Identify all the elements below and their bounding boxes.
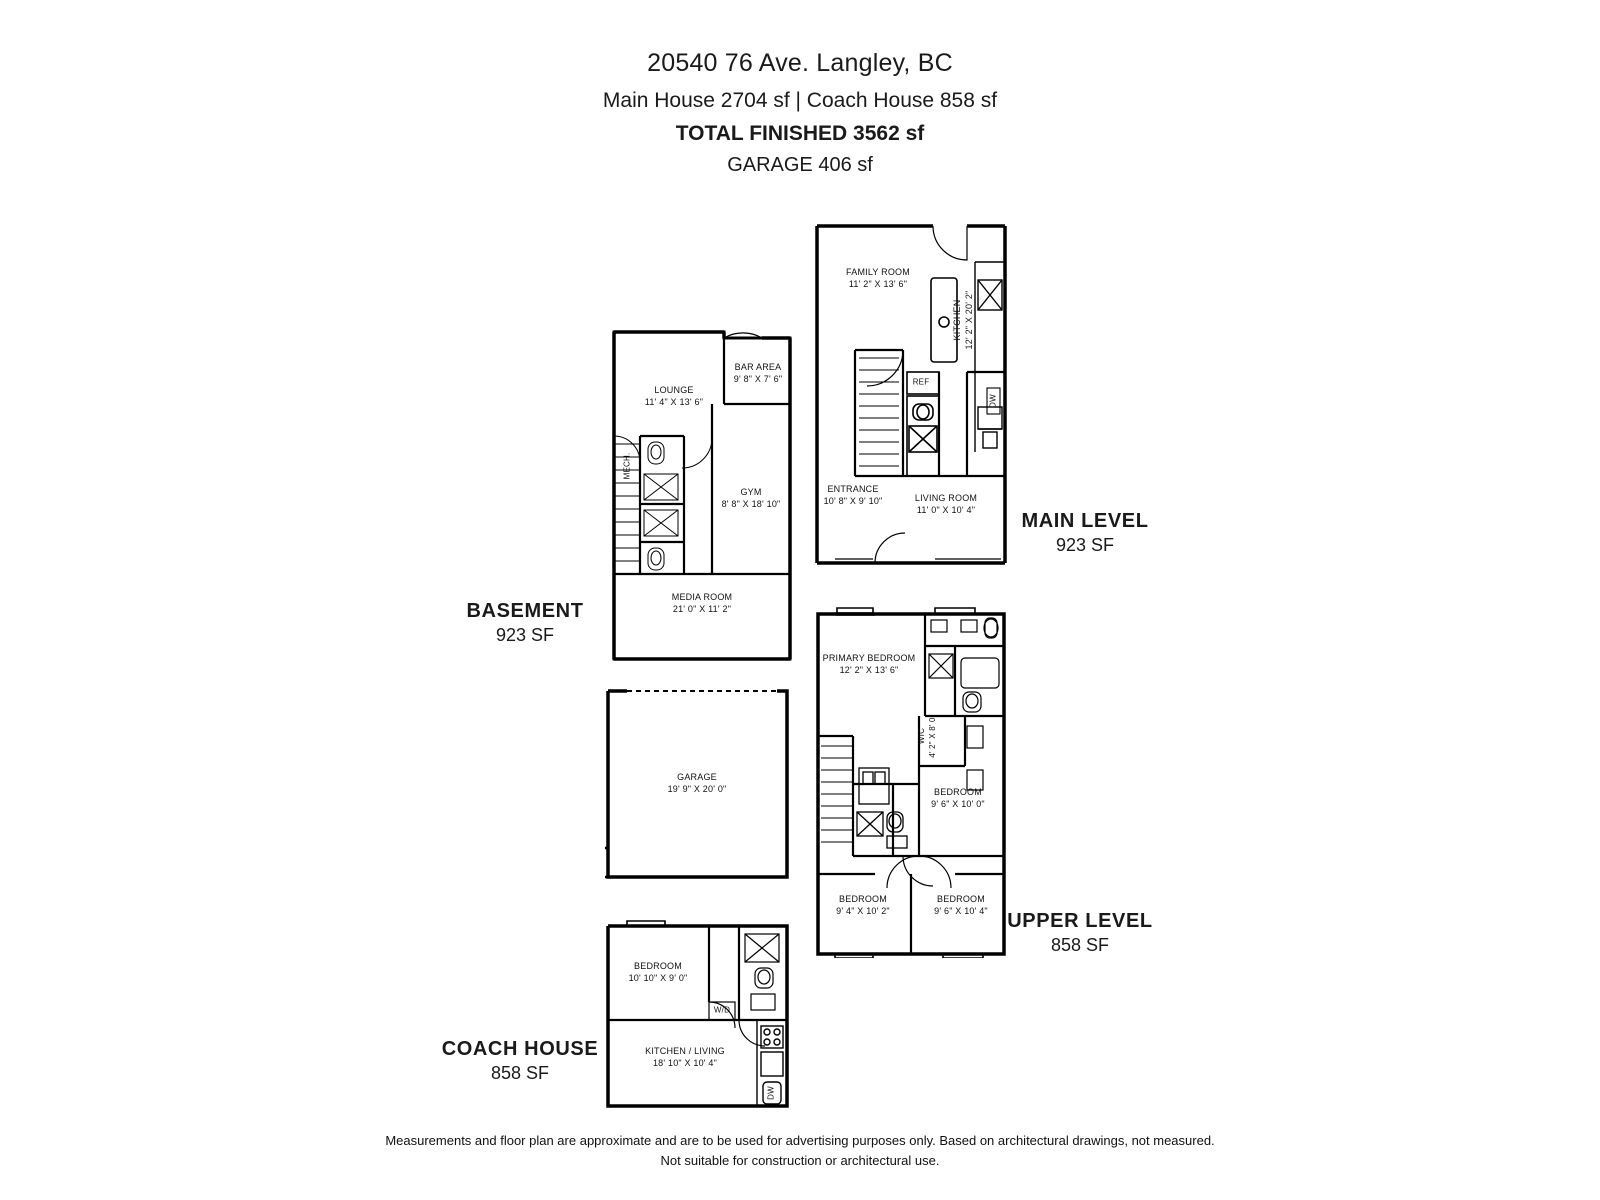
label-washer-dryer: W/D bbox=[713, 1005, 731, 1015]
room-label-primary-bedroom: PRIMARY BEDROOM 12' 2" X 13' 6" bbox=[822, 652, 916, 675]
room-label-bedroom-4: BEDROOM 9' 6" X 10' 4" bbox=[934, 893, 988, 916]
room-label-coach-bedroom: BEDROOM 10' 10" X 9' 0" bbox=[628, 960, 688, 983]
room-label-entrance: ENTRANCE 10' 8" X 9' 10" bbox=[823, 483, 883, 506]
caption-coach-house: COACH HOUSE 858 SF bbox=[441, 1038, 599, 1083]
page-header bbox=[0, 48, 1600, 177]
upper-level-floorplan bbox=[815, 606, 1007, 958]
caption-basement: BASEMENT 923 SF bbox=[466, 600, 584, 645]
disclaimer-line-2: Not suitable for construction or architectural use. bbox=[660, 1153, 940, 1169]
room-label-gym: GYM 8' 8" X 18' 10" bbox=[721, 486, 781, 509]
label-coach-dishwasher: DW bbox=[766, 1086, 776, 1100]
room-label-garage: GARAGE 19' 9" X 20' 0" bbox=[667, 771, 727, 794]
disclaimer-line-1: Measurements and floor plan are approximate and are to be used for advertising purposes only. Based on architectural drawings, not measured. bbox=[385, 1133, 1215, 1148]
room-label-bar-area: BAR AREA 9' 8" X 7' 6" bbox=[733, 361, 783, 384]
garage-area: GARAGE 406 sf bbox=[727, 154, 873, 177]
page-title: 20540 76 Ave. Langley, BC bbox=[647, 49, 953, 77]
label-dishwasher: DW bbox=[988, 394, 998, 408]
room-label-kitchen-living: KITCHEN / LIVING 18' 10" X 10' 4" bbox=[645, 1045, 725, 1068]
room-label-lounge: LOUNGE 11' 4" X 13' 6" bbox=[644, 384, 704, 407]
room-label-kitchen: KITCHEN 12' 2" X 20' 2" bbox=[951, 290, 974, 350]
garage-floorplan bbox=[605, 688, 790, 880]
caption-main-level: MAIN LEVEL 923 SF bbox=[1021, 510, 1149, 555]
disclaimer bbox=[0, 1131, 1600, 1171]
room-label-wic: WIC 4' 2" X 8' 0" bbox=[917, 714, 937, 758]
total-finished: TOTAL FINISHED 3562 sf bbox=[675, 122, 925, 146]
room-label-mechanical: MECH. bbox=[622, 452, 632, 480]
room-label-living-room: LIVING ROOM 11' 0" X 10' 4" bbox=[914, 492, 978, 515]
area-summary: Main House 2704 sf | Coach House 858 sf bbox=[602, 89, 998, 113]
room-label-bedroom-3: BEDROOM 9' 4" X 10' 2" bbox=[836, 893, 890, 916]
room-label-media-room: MEDIA ROOM 21' 0" X 11' 2" bbox=[671, 591, 733, 614]
room-label-family-room: FAMILY ROOM 11' 2" X 13' 6" bbox=[846, 266, 910, 289]
label-refrigerator: REF bbox=[912, 377, 930, 387]
room-label-bedroom-2: BEDROOM 9' 6" X 10' 0" bbox=[931, 786, 985, 809]
caption-upper-level: UPPER LEVEL 858 SF bbox=[1007, 910, 1153, 955]
